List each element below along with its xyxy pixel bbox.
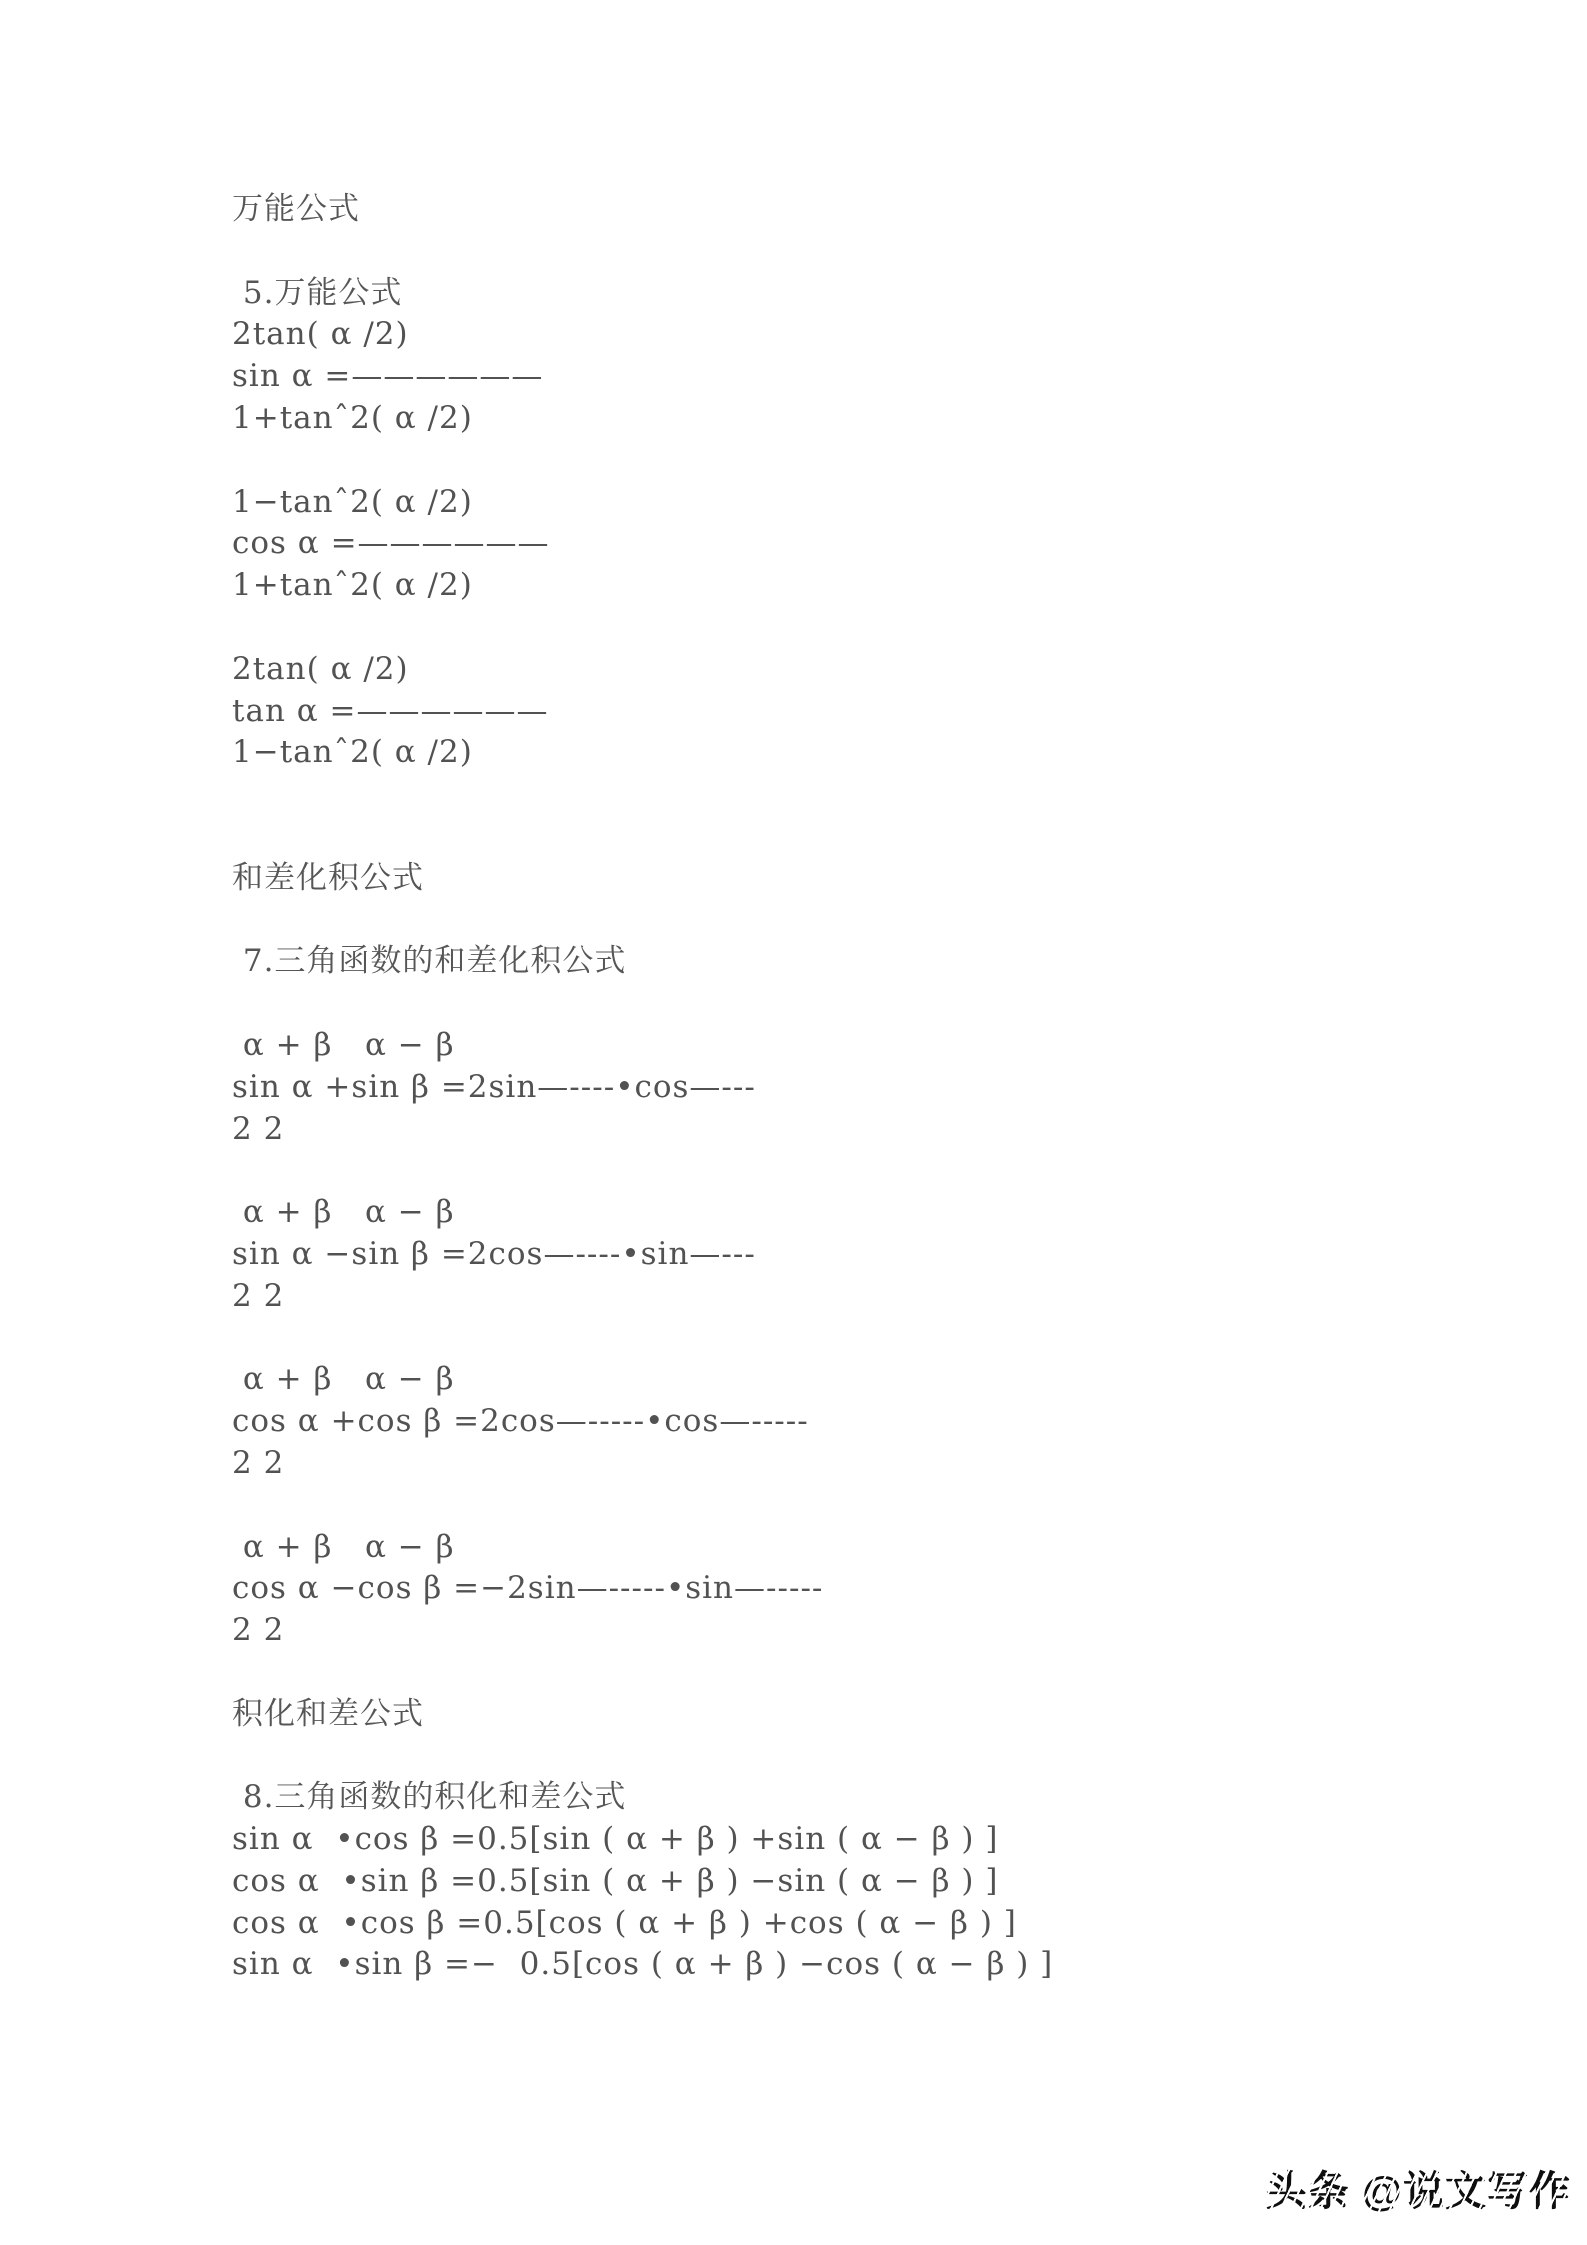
section-heading: 7.三角函数的和差化积公式 [232,943,627,980]
formula-line: 2 2 [232,1444,285,1481]
blank-line [232,1485,1432,1527]
formula-line: sin α +sin β =2sin—----•cos—--- [232,1068,756,1105]
section-title: 万能公式 [232,191,360,227]
section-title: 积化和差公式 [232,1695,424,1732]
formula-line: cos α =—————— [232,525,550,562]
formula-line: sin α −sin β =2cos—----•sin—--- [232,1235,756,1272]
blank-line [232,1150,1432,1192]
formula-line: α + β α − β [232,1528,455,1565]
section-title: 和差化积公式 [232,859,424,896]
formula-line: 2 2 [232,1277,285,1314]
watermark: 头条 @说文写作 [1266,2158,1571,2217]
formula-line: 1+tanˆ2( α /2) [232,567,473,604]
blank-line [232,607,1432,649]
formula-line: 1−tanˆ2( α /2) [232,483,473,520]
formula-line: cos α −cos β =−2sin—-----•sin—----- [232,1570,824,1607]
formula-line: 2tan( α /2) [232,316,409,353]
blank-line [232,900,1432,942]
formula-line: α + β α − β [232,1361,455,1398]
formula-line: 2 2 [232,1612,285,1649]
formula-line: 1−tanˆ2( α /2) [232,734,473,771]
blank-line [232,1318,1432,1360]
blank-line [232,774,1432,816]
formula-line: α + β α − β [232,1026,455,1063]
formula-line: sin α =—————— [232,358,544,395]
blank-line [232,440,1432,482]
blank-line [232,1735,1432,1777]
formula-line: cos α +cos β =2cos—-----•cos—----- [232,1403,809,1440]
section-heading: 8.三角函数的积化和差公式 [232,1779,627,1816]
blank-line [232,816,1432,858]
document-body [232,189,1432,1986]
formula-line: 1+tanˆ2( α /2) [232,399,473,436]
blank-line [232,1652,1432,1694]
formula-line: sin α •sin β =− 0.5[cos ( α + β ) −cos ( α − β ) ] [232,1946,1054,1983]
section-heading: 5.万能公式 [232,274,403,311]
formula-line: cos α •cos β =0.5[cos ( α + β ) +cos ( α − β ) ] [232,1904,1017,1941]
formula-line: cos α •sin β =0.5[sin ( α + β ) −sin ( α − β ) ] [232,1862,999,1899]
formula-line: sin α •cos β =0.5[sin ( α + β ) +sin ( α − β ) ] [232,1821,999,1858]
formula-line: tan α =—————— [232,692,549,729]
formula-line: 2tan( α /2) [232,650,409,687]
formula-line: 2 2 [232,1110,285,1147]
blank-line [232,231,1432,273]
blank-line [232,983,1432,1025]
formula-line: α + β α − β [232,1194,455,1231]
